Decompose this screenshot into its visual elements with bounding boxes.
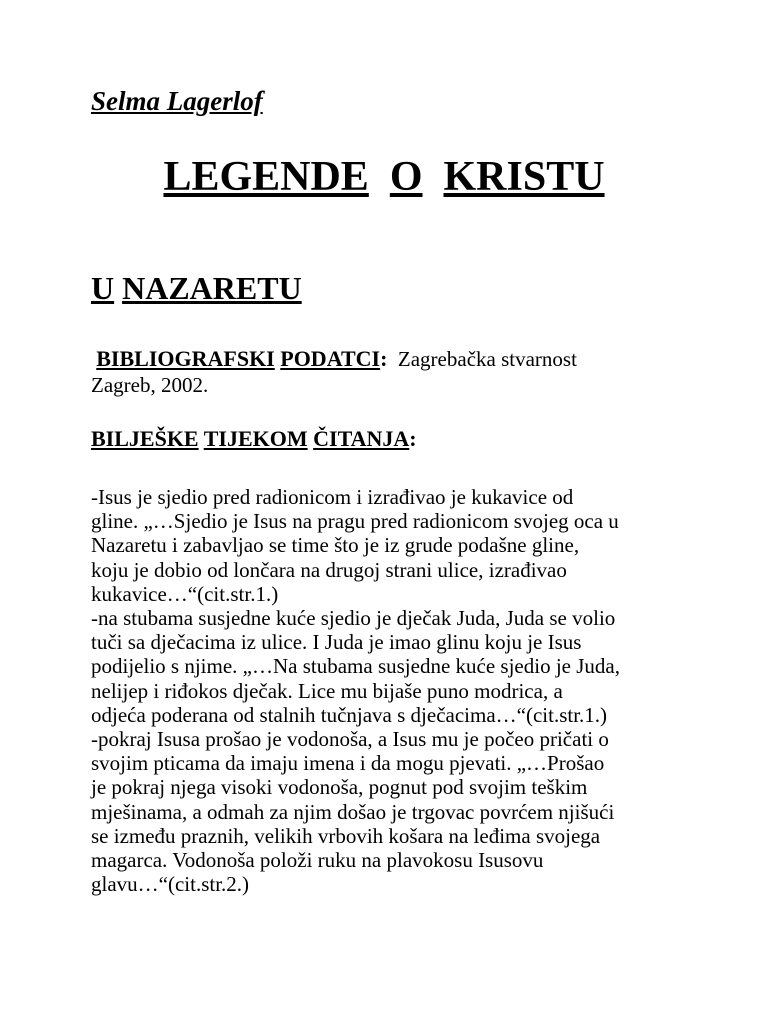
bibliography-colon: :: [380, 346, 388, 371]
text-line: tuči sa dječacima iz ulice. I Juda je imao glinu koju je Isus: [91, 630, 582, 655]
bibliography-section: [91, 346, 691, 398]
text-line: podijelio s njime. „…Na stubama susjedne kuće sjedio je Juda,: [91, 654, 620, 679]
chapter-word-nazaretu: NAZARETU: [122, 270, 302, 306]
text-line: nelijep i riđokos dječak. Lice mu bijaše puno modrica, a: [91, 678, 563, 703]
bibliography-label-word2: PODATCI: [280, 346, 381, 371]
text-line: Nazaretu i zabavljao se time što je iz grude podašne gline,: [91, 533, 580, 558]
notes-heading-colon: :: [409, 426, 417, 451]
text-line: -na stubama susjedne kuće sjedio je dječak Juda, Juda se volio: [91, 606, 616, 631]
text-line: mješinama, a odmah za njim došao je trgovac povrćem njišući: [91, 799, 615, 824]
text-line: koju je dobio od lončara na drugoj strani ulice, izrađivao: [91, 557, 567, 582]
reading-notes-body: [91, 485, 691, 896]
text-line: gline. „…Sjedio je Isus na pragu pred radionicom svojeg oca u: [91, 509, 619, 534]
notes-heading: [91, 426, 417, 452]
bibliography-place-year: Zagreb, 2002.: [91, 373, 209, 397]
text-line: svojim pticama da imaju imena i da mogu pjevati. „…Prošao: [91, 751, 605, 776]
author-name: Selma Lagerlof: [91, 86, 263, 116]
text-line: -Isus je sjedio pred radionicom i izrađivao je kukavice od: [91, 485, 574, 509]
text-line: je pokraj njega visoki vodonoša, pognut pod svojim teškim: [91, 775, 588, 800]
text-line: odjeća poderana od stalnih tučnjava s dječacima…“(cit.str.1.): [91, 702, 608, 727]
notes-heading-word1: BILJEŠKE: [91, 426, 199, 451]
bibliography-label: [96, 346, 387, 371]
bibliography-publisher: Zagrebačka stvarnost: [397, 347, 577, 371]
text-line: magarca. Vodonoša položi ruku na plavokosu Isusovu: [91, 848, 544, 873]
chapter-title: [91, 270, 302, 307]
text-line: -pokraj Isusa prošao je vodonoša, a Isus mu je počeo pričati o: [91, 727, 609, 752]
chapter-word-u: U: [91, 270, 115, 306]
bibliography-label-word1: BIBLIOGRAFSKI: [96, 346, 275, 371]
text-line: glavu…“(cit.str.2.): [91, 872, 250, 897]
notes-heading-word3: ČITANJA: [313, 426, 410, 451]
text-line: se između praznih, velikih vrbovih košara na leđima svojega: [91, 823, 601, 848]
title-word-legende: LEGENDE: [163, 154, 369, 200]
notes-heading-word2: TIJEKOM: [203, 426, 308, 451]
book-title: [0, 153, 768, 201]
title-word-o: O: [389, 154, 423, 200]
text-line: kukavice…“(cit.str.1.): [91, 581, 279, 606]
title-word-kristu: KRISTU: [443, 154, 605, 200]
